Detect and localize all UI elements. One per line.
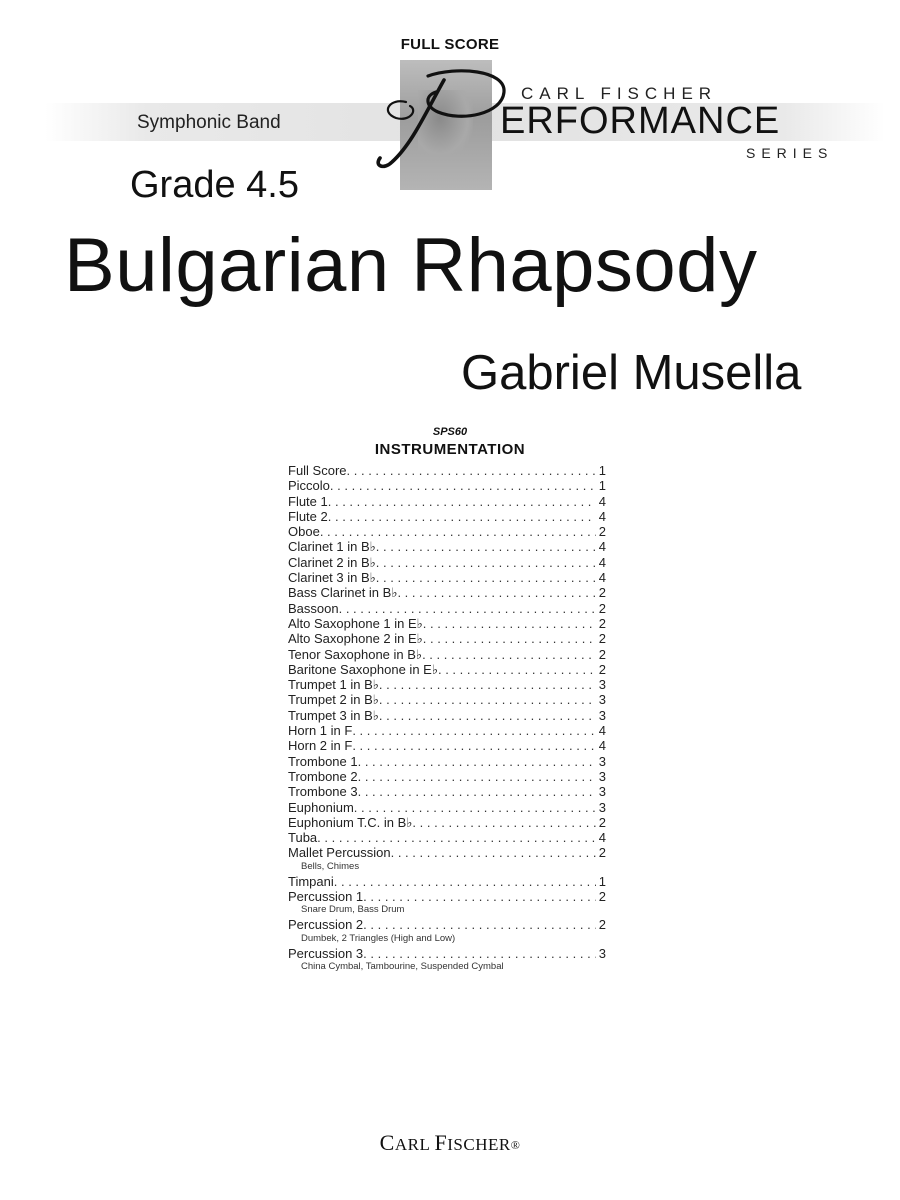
dot-leader bbox=[352, 738, 596, 753]
instrument-row bbox=[288, 585, 606, 600]
instrument-row bbox=[288, 874, 606, 889]
instrument-row bbox=[288, 769, 606, 784]
instrument-quantity: 2 bbox=[598, 917, 606, 933]
instrument-list-item bbox=[288, 524, 606, 539]
dot-leader bbox=[317, 830, 596, 845]
instrument-row bbox=[288, 917, 606, 932]
dot-leader bbox=[363, 889, 596, 904]
instrument-row bbox=[288, 616, 606, 631]
instrument-quantity: 1 bbox=[598, 873, 606, 889]
instrument-row bbox=[288, 845, 606, 860]
instrument-quantity: 2 bbox=[598, 631, 606, 647]
instrument-list-item bbox=[288, 570, 606, 585]
dot-leader bbox=[330, 478, 596, 493]
instrument-list-item bbox=[288, 494, 606, 509]
instrument-row bbox=[288, 889, 606, 904]
dot-leader bbox=[423, 616, 596, 631]
instrument-name: Trumpet 2 in B♭ bbox=[288, 692, 379, 708]
piece-title: Bulgarian Rhapsody bbox=[64, 223, 758, 308]
dot-leader bbox=[391, 845, 596, 860]
instrument-quantity: 2 bbox=[598, 615, 606, 631]
instrument-name: Percussion 2 bbox=[288, 917, 364, 933]
dot-leader bbox=[363, 917, 596, 932]
composer-name: Gabriel Musella bbox=[461, 346, 802, 400]
instrument-row bbox=[288, 539, 606, 554]
instrument-list-item bbox=[288, 677, 606, 692]
instrument-row bbox=[288, 463, 606, 478]
instrument-quantity: 4 bbox=[598, 723, 606, 739]
dot-leader bbox=[358, 769, 596, 784]
dot-leader bbox=[320, 524, 596, 539]
instrument-list-item bbox=[288, 874, 606, 889]
dot-leader bbox=[379, 677, 596, 692]
instrument-note: Dumbek, 2 Triangles (High and Low) bbox=[301, 932, 456, 944]
instrument-quantity: 3 bbox=[598, 692, 606, 708]
instrument-quantity: 4 bbox=[598, 570, 606, 586]
instrument-list-item bbox=[288, 478, 606, 493]
dot-leader bbox=[422, 647, 596, 662]
instrument-row bbox=[288, 494, 606, 509]
instrument-name: Horn 2 in F bbox=[288, 738, 353, 754]
instrument-name: Alto Saxophone 2 in E♭ bbox=[288, 631, 423, 647]
instrument-quantity: 3 bbox=[598, 677, 606, 693]
script-p-logo-icon bbox=[366, 62, 516, 182]
instrument-name: Euphonium T.C. in B♭ bbox=[288, 814, 413, 830]
instrument-row bbox=[288, 478, 606, 493]
instrument-list-item bbox=[288, 738, 606, 753]
instrument-name: Tenor Saxophone in B♭ bbox=[288, 646, 423, 662]
instrument-list-item bbox=[288, 647, 606, 662]
instrument-quantity: 2 bbox=[598, 524, 606, 540]
dot-leader bbox=[379, 708, 596, 723]
instrument-list-item bbox=[288, 631, 606, 646]
instrument-list-item bbox=[288, 917, 606, 943]
instrument-list-item bbox=[288, 815, 606, 830]
instrument-list-item bbox=[288, 769, 606, 784]
instrument-quantity: 1 bbox=[598, 478, 606, 494]
instrument-quantity: 4 bbox=[598, 508, 606, 524]
instrument-row bbox=[288, 784, 606, 799]
dot-leader bbox=[354, 800, 596, 815]
instrument-list-item bbox=[288, 889, 606, 915]
instrument-row bbox=[288, 738, 606, 753]
publisher-name-cap-c: C bbox=[379, 1130, 395, 1155]
instrument-row bbox=[288, 524, 606, 539]
ensemble-label: Symphonic Band bbox=[137, 112, 281, 133]
instrument-name: Bassoon bbox=[288, 600, 339, 616]
instrument-note: China Cymbal, Tambourine, Suspended Cymbal bbox=[301, 960, 504, 972]
instrument-name: Clarinet 1 in B♭ bbox=[288, 539, 376, 555]
series-brand-top: CARL FISCHER bbox=[521, 84, 718, 103]
instrument-name: Euphonium bbox=[288, 799, 354, 815]
dot-leader bbox=[397, 585, 596, 600]
instrument-row bbox=[288, 708, 606, 723]
instrument-quantity: 2 bbox=[598, 845, 606, 861]
dot-leader bbox=[358, 784, 596, 799]
instrument-name: Trumpet 3 in B♭ bbox=[288, 707, 379, 723]
instrument-row bbox=[288, 830, 606, 845]
dot-leader bbox=[376, 570, 596, 585]
instrument-name: Percussion 3 bbox=[288, 945, 364, 961]
instrument-quantity: 2 bbox=[598, 661, 606, 677]
dot-leader bbox=[358, 754, 596, 769]
instrument-name: Piccolo bbox=[288, 478, 330, 494]
instrument-list-item bbox=[288, 754, 606, 769]
instrument-note: Snare Drum, Bass Drum bbox=[301, 904, 405, 916]
instrument-list-item bbox=[288, 784, 606, 799]
instrument-row bbox=[288, 570, 606, 585]
instrument-list-item bbox=[288, 692, 606, 707]
instrument-name: Mallet Percussion bbox=[288, 845, 391, 861]
instrument-quantity: 1 bbox=[598, 463, 606, 478]
instrument-quantity: 4 bbox=[598, 738, 606, 754]
instrument-row bbox=[288, 692, 606, 707]
series-brand-bottom: SERIES bbox=[746, 145, 834, 161]
instrument-name: Bass Clarinet in B♭ bbox=[288, 585, 398, 601]
publisher-name-part-arl: ARL bbox=[394, 1135, 435, 1154]
registered-mark: ® bbox=[510, 1138, 521, 1152]
dot-leader bbox=[328, 509, 596, 524]
publisher-name-cap-f: F bbox=[434, 1130, 448, 1155]
instrument-row bbox=[288, 555, 606, 570]
instrument-list-item bbox=[288, 830, 606, 845]
instrument-name: Alto Saxophone 1 in E♭ bbox=[288, 615, 423, 631]
instrument-quantity: 3 bbox=[598, 799, 606, 815]
instrument-list-item bbox=[288, 708, 606, 723]
instrument-list-item bbox=[288, 800, 606, 815]
instrument-list-item bbox=[288, 662, 606, 677]
instrument-quantity: 4 bbox=[598, 493, 606, 509]
instrument-list-item bbox=[288, 946, 606, 972]
instrument-note: Bells, Chimes bbox=[301, 860, 360, 872]
instrumentation-heading: INSTRUMENTATION bbox=[374, 441, 526, 458]
dot-leader bbox=[376, 555, 596, 570]
instrument-row bbox=[288, 754, 606, 769]
instrument-name: Clarinet 3 in B♭ bbox=[288, 570, 376, 586]
instrument-quantity: 3 bbox=[598, 768, 606, 784]
dot-leader bbox=[339, 601, 596, 616]
instrument-name: Clarinet 2 in B♭ bbox=[288, 554, 376, 570]
publisher-name-part-ischer: ISCHER bbox=[447, 1135, 511, 1154]
instrument-row bbox=[288, 509, 606, 524]
full-score-label: FULL SCORE bbox=[400, 36, 500, 53]
instrument-quantity: 2 bbox=[598, 585, 606, 601]
instrument-quantity: 2 bbox=[598, 889, 606, 905]
instrument-name: Trombone 2 bbox=[288, 768, 358, 784]
instrument-name: Percussion 1 bbox=[288, 889, 364, 905]
dot-leader bbox=[423, 631, 596, 646]
instrument-name: Trombone 3 bbox=[288, 784, 358, 800]
dot-leader bbox=[347, 463, 596, 478]
instrument-quantity: 4 bbox=[598, 539, 606, 555]
instrument-quantity: 2 bbox=[598, 600, 606, 616]
grade-level: Grade 4.5 bbox=[130, 164, 299, 206]
dot-leader bbox=[379, 692, 596, 707]
instrument-row bbox=[288, 677, 606, 692]
dot-leader bbox=[438, 662, 596, 677]
instrument-list-item bbox=[288, 723, 606, 738]
instrument-quantity: 3 bbox=[598, 945, 606, 961]
instrument-row bbox=[288, 662, 606, 677]
instrument-name: Full Score bbox=[288, 463, 347, 478]
instrument-name: Baritone Saxophone in E♭ bbox=[288, 661, 438, 677]
instrument-name: Flute 2 bbox=[288, 508, 328, 524]
instrument-name: Horn 1 in F bbox=[288, 723, 353, 739]
instrument-list-item bbox=[288, 555, 606, 570]
instrument-name: Tuba bbox=[288, 830, 318, 846]
instrument-quantity: 4 bbox=[598, 830, 606, 846]
instrument-row bbox=[288, 723, 606, 738]
instrument-list-item bbox=[288, 539, 606, 554]
instrument-quantity: 3 bbox=[598, 753, 606, 769]
instrument-row bbox=[288, 946, 606, 961]
publisher-logo bbox=[0, 1130, 900, 1156]
dot-leader bbox=[376, 539, 596, 554]
catalog-number: SPS60 bbox=[432, 426, 468, 438]
instrument-name: Oboe bbox=[288, 524, 320, 540]
instrument-row bbox=[288, 647, 606, 662]
instrument-quantity: 2 bbox=[598, 814, 606, 830]
instrument-name: Timpani bbox=[288, 873, 334, 889]
instrument-quantity: 2 bbox=[598, 646, 606, 662]
instrument-list-item bbox=[288, 601, 606, 616]
instrument-name: Trumpet 1 in B♭ bbox=[288, 677, 379, 693]
instrument-list-item bbox=[288, 845, 606, 871]
instrument-list-item bbox=[288, 585, 606, 600]
instrument-quantity: 3 bbox=[598, 784, 606, 800]
instrument-quantity: 4 bbox=[598, 554, 606, 570]
instrument-row bbox=[288, 800, 606, 815]
instrument-list-item bbox=[288, 509, 606, 524]
instrument-row bbox=[288, 631, 606, 646]
series-brand-main: ERFORMANCE bbox=[500, 100, 781, 142]
instrument-name: Trombone 1 bbox=[288, 753, 358, 769]
instrumentation-list bbox=[288, 463, 606, 974]
dot-leader bbox=[328, 494, 596, 509]
instrument-row bbox=[288, 601, 606, 616]
instrument-name: Flute 1 bbox=[288, 493, 328, 509]
dot-leader bbox=[352, 723, 596, 738]
dot-leader bbox=[412, 815, 596, 830]
instrument-quantity: 3 bbox=[598, 707, 606, 723]
instrument-list-item bbox=[288, 463, 606, 478]
dot-leader bbox=[363, 946, 596, 961]
instrument-list-item bbox=[288, 616, 606, 631]
instrument-row bbox=[288, 815, 606, 830]
dot-leader bbox=[334, 874, 596, 889]
